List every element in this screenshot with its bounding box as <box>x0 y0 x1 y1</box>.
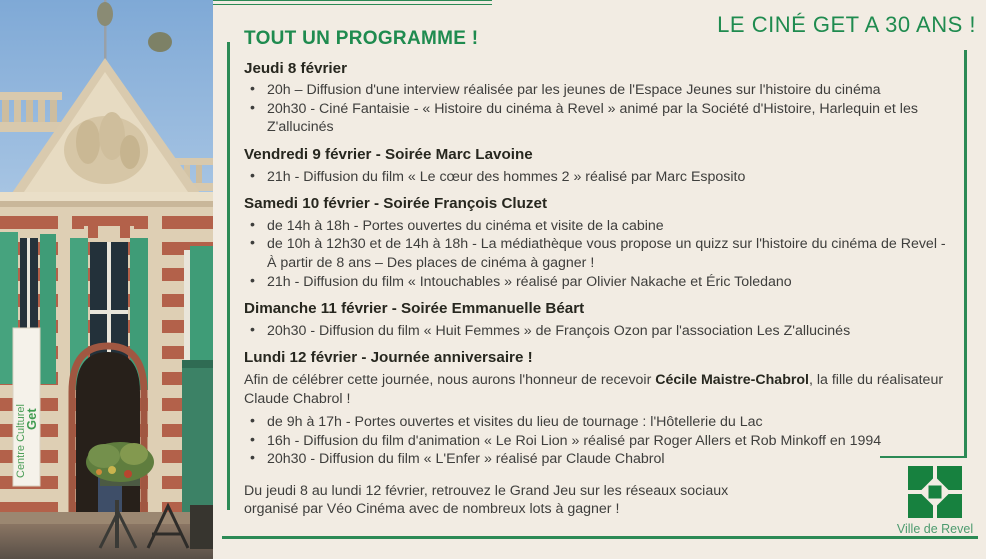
event-item: • 20h30 - Diffusion du film « Huit Femmes » de François Ozon par l'association Les Z'allucinés <box>244 322 956 341</box>
event-list <box>244 413 956 469</box>
grand-jeu-line1: Du jeudi 8 au lundi 12 février, retrouvez le Grand Jeu sur les réseaux sociaux <box>244 482 729 499</box>
guest-name: Cécile Maistre-Chabrol <box>655 371 809 388</box>
anniversary-intro <box>244 371 956 408</box>
section-samedi-10-fevrier <box>244 195 956 291</box>
intro-text: Afin de célébrer cette journée, nous aurons l'honneur de recevoir <box>244 371 656 388</box>
event-item: • 20h – Diffusion d'une interview réalisée par les jeunes de l'Espace Jeunes sur l'histoire du cinéma <box>244 81 956 100</box>
event-item: • 20h30 - Diffusion du film « L'Enfer » réalisé par Claude Chabrol <box>244 450 956 469</box>
event-item: • de 14h à 18h - Portes ouvertes du cinéma et visite de la cabine <box>244 217 956 236</box>
banner-text-line1: Centre Culturel <box>15 404 27 478</box>
section-title: Samedi 10 février - Soirée François Cluzet <box>244 195 548 213</box>
grand-jeu-note <box>244 482 956 519</box>
ville-de-revel-logo <box>893 466 977 536</box>
section-title: Dimanche 11 février - Soirée Emmanuelle Béart <box>244 300 585 318</box>
banner-text-line2: Get <box>24 408 39 430</box>
banner-title: LE CINÉ GET A 30 ANS ! <box>717 12 976 37</box>
event-list <box>244 322 956 341</box>
logo-label: Ville de Revel <box>896 522 974 536</box>
event-item: • de 10h à 12h30 et de 14h à 18h - La médiathèque vous propose un quizz sur l'histoire du cinéma de Revel - À partir de 8 ans – Des places de cinéma à gagner ! <box>244 235 956 272</box>
section-title: Vendredi 9 février - Soirée Marc Lavoine <box>244 145 533 163</box>
grand-jeu-line2: organisé par Véo Cinéma avec de nombreux lots à gagner ! <box>244 501 620 518</box>
bastide-cross-icon <box>908 466 962 518</box>
programme-content <box>244 30 956 519</box>
event-item: • 16h - Diffusion du film d'animation « Le Roi Lion » réalisé par Roger Allers et Rob Minkoff en 1994 <box>244 432 956 451</box>
right-rule <box>964 50 967 458</box>
section-title: Lundi 12 février - Journée anniversaire ! <box>244 349 533 367</box>
section-title: Jeudi 8 février <box>244 59 347 77</box>
section-vendredi-9-fevrier <box>244 146 956 186</box>
section-dimanche-11-fevrier <box>244 300 956 340</box>
section-lundi-12-fevrier <box>244 349 956 469</box>
page-title: TOUT UN PROGRAMME ! <box>244 28 479 49</box>
event-list <box>244 168 956 187</box>
event-list <box>244 81 956 137</box>
event-item: • 21h - Diffusion du film « Intouchables » réalisé par Olivier Nakache et Éric Toledano <box>244 273 956 292</box>
event-item: • 21h - Diffusion du film « Le cœur des hommes 2 » réalisé par Marc Esposito <box>244 168 956 187</box>
event-list <box>244 217 956 291</box>
section-jeudi-8-fevrier <box>244 60 956 137</box>
event-item: • de 9h à 17h - Portes ouvertes et visites du lieu de tournage : l'Hôtellerie du Lac <box>244 413 956 432</box>
event-item: • 20h30 - Ciné Fantaisie - « Histoire du cinéma à Revel » animé par la Société d'Histoire, Harlequin et les Z'allucinés <box>244 100 956 137</box>
left-rule <box>227 42 230 510</box>
intro-text: , la fille du réalisateur Claude Chabrol ! <box>244 371 944 407</box>
building-photo <box>0 0 213 559</box>
bottom-divider <box>222 536 978 539</box>
